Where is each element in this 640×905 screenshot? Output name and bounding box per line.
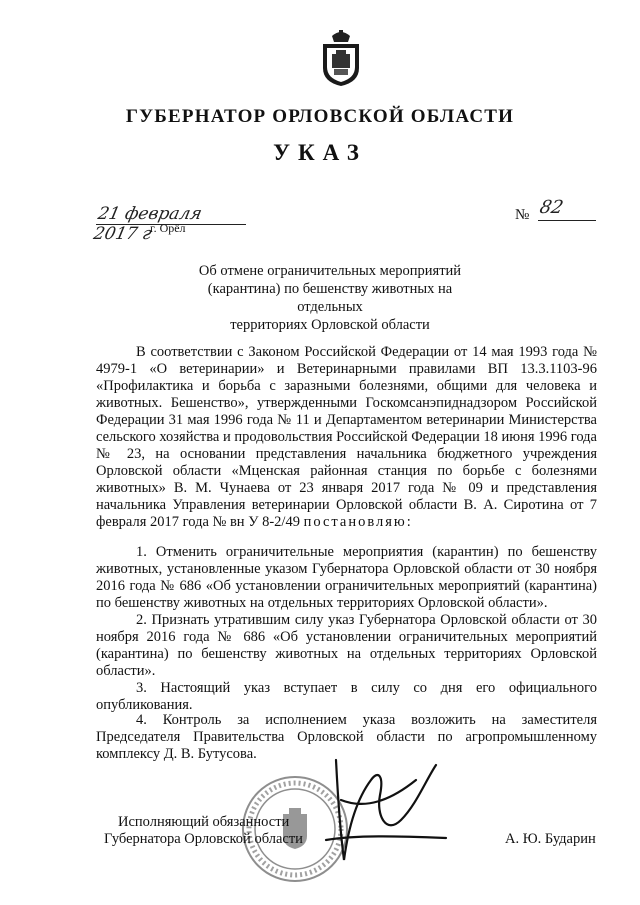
number-label: № bbox=[515, 207, 530, 223]
decree-word: постановляю: bbox=[303, 514, 413, 530]
handwritten-signature-icon bbox=[296, 740, 476, 880]
title-line-3: территориях Орловской области bbox=[230, 317, 430, 333]
preamble-paragraph bbox=[96, 344, 597, 531]
coat-of-arms-icon bbox=[318, 28, 364, 88]
preamble-text: В соответствии с Законом Российской Федерации от 14 мая 1993 года № 4979-1 «О ветеринарии» и Ветеринарными правилами ВП 13.3.1103-96 «Профилактика и борьба с заразными болезнями, общими для человека и животных. Бешенство», утвержденными Госкомсанэпиднадзором Российской Федерации 31 мая 1996 года № 11 и Департаментом ветеринарии Министерства сельского хозяйства и продовольствия Российской Федерации 18 июня 1996 года № 23, на основании представления начальника бюджетного учреждения Орловской области «Мценская районная станция по борьбе с болезнями животных» В. М. Чунаева от 23 января 2017 года № 09 и представления начальника Управления ветеринарии Орловской области В. А. Сиротина от 7 февраля 2017 года № вн У 8-2/49 bbox=[96, 344, 597, 530]
signatory-name: А. Ю. Бударин bbox=[505, 831, 596, 847]
clause-3: 3. Настоящий указ вступает в силу со дня его официального опубликования. bbox=[96, 680, 597, 713]
document-title bbox=[180, 262, 480, 334]
position-line-2: Губернатора Орловской области bbox=[104, 831, 303, 847]
clause-1: 1. Отменить ограничительные мероприятия (карантин) по бешенству животных, установленные указом Губернатора Орловской области от 30 ноября 2016 года № 686 «Об установлении ограничительных мероприятий (карантина) по бешенству животных на отдельных территориях Орловской области». bbox=[96, 544, 597, 611]
issuing-authority: ГУБЕРНАТОР ОРЛОВСКОЙ ОБЛАСТИ bbox=[125, 106, 515, 127]
title-line-2: (карантина) по бешенству животных на отдельных bbox=[207, 281, 453, 315]
title-line-1: Об отмене ограничительных мероприятий bbox=[198, 263, 462, 279]
position-line-1: Исполняющий обязанности bbox=[118, 814, 290, 830]
city-label: г. Орёл bbox=[150, 221, 186, 235]
handwritten-number: 82 bbox=[537, 197, 566, 218]
signatory-position bbox=[104, 814, 303, 848]
clause-4: 4. Контроль за исполнением указа возложить на заместителя Председателя Правительства Орловской области по агропромышленному комплексу Д. В. Бутусова. bbox=[96, 712, 597, 762]
document-type: УКАЗ bbox=[273, 140, 367, 165]
clause-2: 2. Признать утратившим силу указ Губернатора Орловской области от 30 ноября 2016 года № 686 «Об установлении ограничительных мероприятий (карантина) по бешенству животных на отдельных территориях Орловской области». bbox=[96, 612, 597, 679]
number-underline bbox=[538, 220, 596, 221]
handwritten-date: 21 февраля 2017 г bbox=[91, 204, 204, 244]
